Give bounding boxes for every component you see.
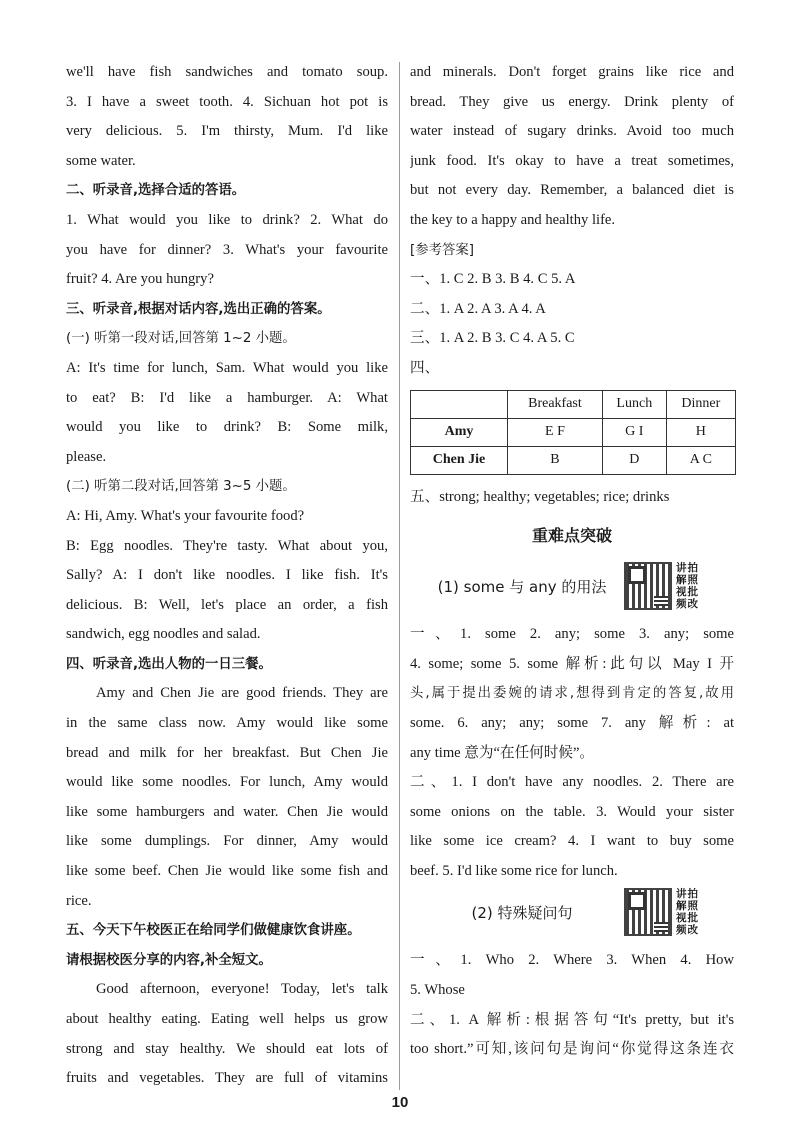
- text-line: A: It's time for lunch, Sam. What would you like: [66, 359, 388, 376]
- table-header-cell: Breakfast: [508, 390, 603, 418]
- text-line: B: Egg noodles. They're tasty. What about you,: [66, 537, 388, 554]
- text-line: any time 意为“在任何时候”。: [410, 744, 595, 761]
- text-line: fruits and vegetables. They are full of vitamins: [66, 1070, 388, 1087]
- qr-caption: 讲拍解照视批频改: [676, 562, 699, 611]
- topic-title: (2) 特殊疑问句: [471, 904, 573, 923]
- text-line: would you like to drink? B: Some milk,: [66, 419, 388, 436]
- text-line: but not every day. Remember, a balanced diet is: [410, 182, 734, 199]
- text-line: would like some noodles. For lunch, Amy would: [66, 774, 388, 791]
- text-line: to eat? B: I'd like a hamburger. A: What: [66, 389, 388, 406]
- text-line: in the same class now. Amy would like some: [66, 715, 388, 732]
- text-line: please.: [66, 448, 107, 465]
- text-line: like some beef. Chen Jie would like some fish and: [66, 863, 388, 880]
- right-column: [410, 58, 734, 1065]
- section-heading: 五、今天下午校医正在给同学们做健康饮食讲座。: [66, 923, 361, 939]
- text-line: rice.: [66, 892, 92, 909]
- table-cell: D: [602, 446, 666, 474]
- text-line: A: Hi, Amy. What's your favourite food?: [66, 507, 305, 524]
- answer-line: 一、1. C 2. B 3. B 4. C 5. A: [410, 271, 576, 288]
- answer-line: 三、1. A 2. B 3. C 4. A 5. C: [410, 330, 575, 347]
- row-name: Chen Jie: [411, 446, 508, 474]
- text-line: Good afternoon, everyone! Today, let's talk: [96, 981, 388, 998]
- text-line: 3. I have a sweet tooth. 4. Sichuan hot pot is: [66, 93, 388, 110]
- answer-line: 五、strong; healthy; vegetables; rice; drinks: [410, 488, 670, 505]
- table-cell: G I: [602, 418, 666, 446]
- topic-title: (1) some 与 any 的用法: [437, 578, 607, 597]
- table-row: [411, 446, 736, 474]
- text-line: like some dumplings. For dinner, Amy would: [66, 833, 388, 850]
- topic-header: [410, 886, 734, 946]
- text-line: 一、1. Who 2. Where 3. When 4. How: [410, 952, 734, 969]
- table-cell: A C: [666, 446, 735, 474]
- text-line: 一、1. some 2. any; some 3. any; some: [410, 626, 734, 643]
- text-line: bread and milk for her breakfast. But Chen Jie: [66, 744, 388, 761]
- answer-line: 二、1. A 2. A 3. A 4. A: [410, 300, 546, 317]
- text-line: you have for dinner? 3. What's your favourite: [66, 241, 388, 258]
- table-header-cell: Lunch: [602, 390, 666, 418]
- text-line: and minerals. Don't forget grains like rice and: [410, 64, 734, 80]
- table-row: [411, 418, 736, 446]
- section-heading: 四、听录音,选出人物的一日三餐。: [66, 656, 272, 672]
- row-name: Amy: [411, 418, 508, 446]
- answer-heading: [参考答案]: [410, 242, 475, 258]
- page-number: 10: [391, 1094, 409, 1111]
- table-header-cell: [411, 390, 508, 418]
- qr-code-icon: [624, 888, 672, 936]
- table-cell: E F: [508, 418, 603, 446]
- text-line: water instead of sugary drinks. Avoid too much: [410, 123, 734, 140]
- text-line: 1. What would you like to drink? 2. What do: [66, 211, 388, 228]
- text-line: too short.”可知,该问句是询问“你觉得这条连衣: [410, 1041, 734, 1058]
- section-heading: 请根据校医分享的内容,补全短文。: [66, 952, 272, 968]
- text-line: 二、1. A 解析:根据答句“It's pretty, but it's: [410, 1011, 734, 1028]
- text-line: like some ice cream? 4. I want to buy some: [410, 833, 734, 850]
- topic-header: [410, 560, 734, 620]
- text-line: 头,属于提出委婉的请求,想得到肯定的答复,故用: [410, 686, 734, 702]
- section-heading: 三、听录音,根据对话内容,选出正确的答案。: [66, 301, 331, 317]
- text-line: we'll have fish sandwiches and tomato soup.: [66, 64, 388, 80]
- text-line: Amy and Chen Jie are good friends. They are: [96, 685, 388, 702]
- sub-heading: (一) 听第一段对话,回答第 1~2 小题。: [66, 331, 296, 347]
- text-line: the key to a happy and healthy life.: [410, 211, 616, 228]
- text-line: delicious. B: Well, let's place an order, a fish: [66, 596, 388, 613]
- text-line: 二、1. I don't have any noodles. 2. There are: [410, 774, 734, 791]
- text-line: 5. Whose: [410, 982, 465, 999]
- column-divider: [399, 62, 400, 1090]
- table-header-cell: Dinner: [666, 390, 735, 418]
- text-line: strong and stay healthy. We should eat lots of: [66, 1040, 388, 1057]
- table-cell: H: [666, 418, 735, 446]
- text-line: like some hamburgers and water. Chen Jie would: [66, 803, 388, 820]
- qr-code-icon: [624, 562, 672, 610]
- table-header-row: [411, 390, 736, 418]
- text-line: very delicious. 5. I'm thirsty, Mum. I'd like: [66, 123, 388, 140]
- text-line: Sally? A: I don't like noodles. I like fish. It's: [66, 567, 388, 584]
- qr-caption: 讲拍解照视批频改: [676, 888, 699, 937]
- text-line: fruit? 4. Are you hungry?: [66, 271, 214, 288]
- text-line: some onions on the table. 3. Would your sister: [410, 803, 734, 820]
- left-column: [66, 58, 388, 1094]
- section-title: 重难点突破: [531, 526, 612, 546]
- text-line: sandwich, egg noodles and salad.: [66, 626, 261, 643]
- text-line: 4. some; some 5. some 解析:此句以 May I 开: [410, 655, 734, 672]
- text-line: bread. They give us energy. Drink plenty of: [410, 93, 734, 110]
- answer-line: 四、: [410, 359, 440, 376]
- meal-table: [410, 390, 736, 475]
- text-line: some water.: [66, 152, 136, 169]
- table-cell: B: [508, 446, 603, 474]
- text-line: beef. 5. I'd like some rice for lunch.: [410, 862, 618, 879]
- text-line: about healthy eating. Eating well helps us grow: [66, 1011, 388, 1027]
- text-line: junk food. It's okay to have a treat sometimes,: [410, 152, 734, 169]
- sub-heading: (二) 听第二段对话,回答第 3~5 小题。: [66, 479, 296, 495]
- section-heading: 二、听录音,选择合适的答语。: [66, 183, 246, 199]
- text-line: some. 6. any; any; some 7. any 解析: at: [410, 714, 734, 731]
